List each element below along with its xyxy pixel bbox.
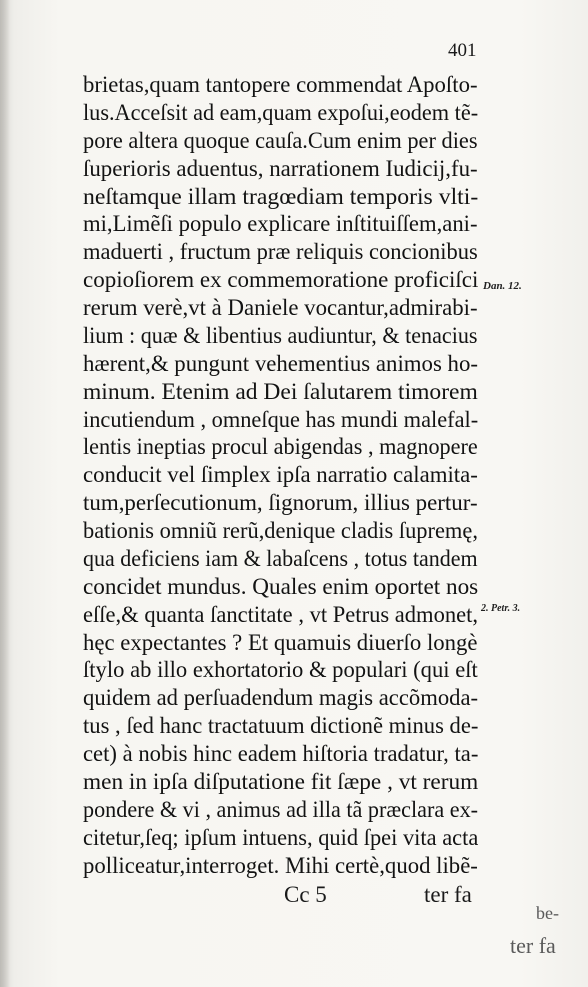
text-line: conducit vel ſimplex ipſa narratio calamita- (83, 462, 478, 488)
text-line: eſſe,& quanta ſanctitate , vt Petrus admonet, (83, 601, 479, 627)
text-line: cet) à nobis hinc eadem hiſtoria tradatur, ta- (83, 741, 479, 767)
margin-note-peter: 2. Petr. 3. (481, 603, 521, 614)
text-line: rerum verè,vt à Daniele vocantur,admirabi- (83, 295, 478, 321)
margin-note-daniel: Dan. 12. (483, 280, 522, 292)
text-line: hęc expectantes ? Et quamuis diuerſo longè (83, 629, 478, 655)
text-line: tum,perſecutionum, ſignorum, illius pertur- (83, 490, 478, 516)
text-line: minum. Etenim ad Dei ſalutarem timorem (83, 378, 478, 404)
text-line: lium : quæ & libentius audiuntur, & tenacius (83, 322, 478, 348)
bleed-through-text: be- (536, 903, 559, 923)
text-line: men in ipſa diſputatione fit ſæpe , vt rerum (83, 769, 479, 794)
text-line: hærent,& pungunt vehementius animos ho- (83, 350, 478, 376)
bleed-through-catchword: ter fa (510, 933, 556, 958)
text-line: ſuperioris aduentus, narrationem Iudicij,fu- (83, 155, 478, 181)
text-line: neſtamque illam tragœdiam temporis vlti- (83, 183, 479, 209)
text-line: polliceatur,interroget. Mihi certè,quod libẽ- (83, 852, 478, 878)
text-line: lus.Acceſsit ad eam,quam expoſui,eodem tẽ- (83, 99, 479, 125)
text-line: quidem ad perſuadendum magis accõmoda- (83, 685, 479, 711)
text-line: pondere & vi , animus ad illa tã præclara ex- (83, 796, 479, 822)
page-number: 401 (448, 40, 477, 61)
text-line: qua deficiens iam & labaſcens , totus tandem (83, 545, 478, 571)
text-line: tus , ſed hanc tractatuum dictionẽ minus de- (83, 713, 479, 739)
text-line: ſtylo ab illo exhortatorio & populari (qui eſt (83, 657, 478, 683)
text-line: pore altera quoque cauſa.Cum enim per dies (83, 127, 478, 153)
text-line: copioſiorem ex commemoratione proficiſci (83, 267, 479, 293)
catchword: ter fa (424, 882, 472, 907)
text-line: mi,Limẽſi populo explicare inſtituiſſem,ani- (83, 211, 478, 237)
text-line: lentis ineptias procul abigendas , magnopere (83, 434, 478, 460)
signature-mark: Cc 5 (284, 882, 327, 907)
text-line: maduerti , fructum præ reliquis concionibus (83, 239, 478, 265)
text-line: citetur,ſeq; ipſum intuens, quid ſpei vita acta (83, 824, 479, 850)
text-line: bationis omniũ rerũ,denique cladis ſupremę, (83, 518, 478, 544)
text-line: brietas,quam tantopere commendat Apoſto- (83, 72, 478, 97)
text-line: incutiendum , omneſque has mundi malefal- (83, 406, 479, 432)
text-line: concidet mundus. Quales enim oportet nos (83, 573, 479, 599)
